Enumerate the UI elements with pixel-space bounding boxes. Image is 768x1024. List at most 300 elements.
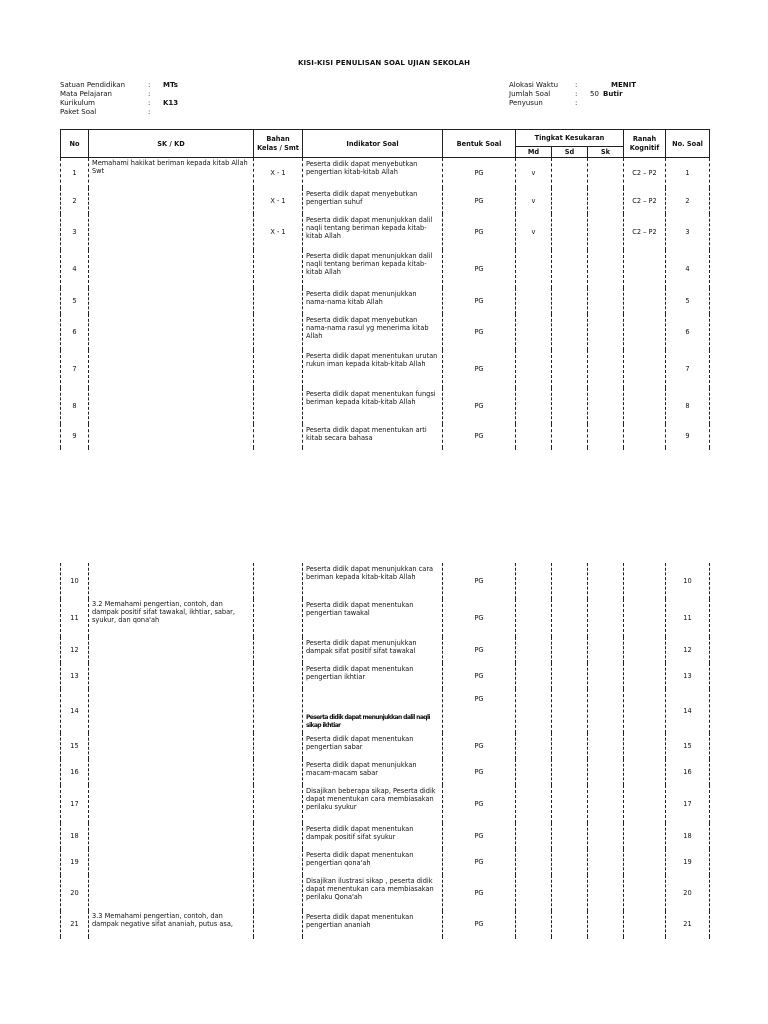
cell-ranah [624,911,666,937]
cell-md [516,823,552,849]
cell-sd [552,733,588,759]
cell-no: 13 [61,663,89,689]
cell-bahan [254,388,303,424]
table-row [61,158,710,188]
cell-sd [552,563,588,599]
cell-ranah [624,350,666,388]
cell-sk [588,158,624,188]
cell-sk [588,563,624,599]
cell-no: 14 [61,689,89,733]
continuation-cell [624,448,666,450]
cell-md [516,759,552,785]
continuation-cell [254,937,303,939]
meta-right [509,81,636,108]
cell-ranah [624,388,666,424]
meta-colon: : [148,99,151,107]
cell-sd [552,424,588,448]
cell-no: 12 [61,637,89,663]
meta-label: Kurikulum [60,99,95,107]
continuation-cell [516,937,552,939]
cell-bahan: X - 1 [254,214,303,250]
table-row [61,288,710,314]
header-md: Md [516,147,552,158]
continuation-cell [552,448,588,450]
cell-no: 9 [61,424,89,448]
continuation-cell [89,448,254,450]
cell-no: 17 [61,785,89,823]
cell-ranah [624,849,666,875]
cell-ranah [624,314,666,350]
cell-ranah [624,663,666,689]
table-row [61,637,710,663]
cell-no-soal: 5 [666,288,710,314]
meta-prefix [590,81,603,90]
cell-indikator: Peserta didik dapat menunjukkan dampak sifat positif sifat tawakal [303,637,443,663]
cell-bentuk: PG [443,158,516,188]
meta-colon: : [148,108,151,116]
meta-value: K13 [163,99,179,107]
header-bahan: Bahan Kelas / Smt [254,130,303,158]
cell-md [516,663,552,689]
meta-value: MENIT [611,81,636,89]
table-row [61,424,710,448]
cell-sd [552,663,588,689]
cell-no-soal: 3 [666,214,710,250]
continuation-cell [666,448,710,450]
cell-no: 20 [61,875,89,911]
cell-ranah [624,785,666,823]
cell-sk-kd [89,188,254,214]
cell-sk-kd [89,314,254,350]
cell-sk [588,663,624,689]
cell-sk-kd [89,350,254,388]
cell-sd [552,350,588,388]
cell-sk-kd [89,759,254,785]
cell-bentuk: PG [443,214,516,250]
cell-no: 15 [61,733,89,759]
cell-sk-kd: 3.2 Memahami pengertian, contoh, dan dampak positif sifat tawakal, ikhtiar, sabar, syukur, dan qona'ah [89,599,254,637]
meta-value: Butir [603,90,623,98]
cell-indikator: Peserta didik dapat menunjukkan cara beriman kepada kitab-kitab Allah [303,563,443,599]
meta-colon: : [148,90,151,98]
meta-label: Jumlah Soal [509,90,551,98]
cell-no-soal: 16 [666,759,710,785]
cell-no: 16 [61,759,89,785]
table-row [61,599,710,637]
table-body-page-1 [61,158,710,450]
cell-indikator: Peserta didik dapat menunjukkan dalil naqli tentang beriman kepada kitab-kitab Allah [303,214,443,250]
cell-no: 6 [61,314,89,350]
cell-bentuk: PG [443,637,516,663]
cell-ranah [624,759,666,785]
cell-no-soal: 4 [666,250,710,288]
cell-ranah [624,875,666,911]
cell-no-soal: 1 [666,158,710,188]
table-row [61,214,710,250]
cell-sk [588,875,624,911]
cell-bahan [254,689,303,733]
table-row [61,388,710,424]
cell-no: 18 [61,823,89,849]
cell-no: 2 [61,188,89,214]
cell-sk-kd [89,563,254,599]
cell-md [516,733,552,759]
cell-sd [552,188,588,214]
cell-md: v [516,158,552,188]
cell-ranah [624,288,666,314]
cell-bentuk: PG [443,911,516,937]
cell-sk [588,599,624,637]
table-row [61,759,710,785]
cell-bentuk: PG [443,188,516,214]
table-row [61,250,710,288]
cell-sk [588,314,624,350]
header-bentuk: Bentuk Soal [443,130,516,158]
cell-sk [588,424,624,448]
cell-no-soal: 17 [666,785,710,823]
cell-no-soal: 11 [666,599,710,637]
cell-indikator: Peserta didik dapat menentukan pengertian sabar [303,733,443,759]
cell-indikator: Peserta didik dapat menyebutkan pengertian kitab-kitab Allah [303,158,443,188]
cell-indikator: Peserta didik dapat menentukan pengertian ikhtiar [303,663,443,689]
cell-no-soal: 18 [666,823,710,849]
meta-prefix [590,99,603,108]
header-indikator: Indikator Soal [303,130,443,158]
continuation-cell [303,448,443,450]
cell-no: 10 [61,563,89,599]
cell-bentuk: PG [443,823,516,849]
cell-bentuk: PG [443,849,516,875]
cell-ranah [624,823,666,849]
cell-bahan [254,599,303,637]
table-row [61,663,710,689]
cell-indikator: Peserta didik dapat menunjukkan nama-nama kitab Allah [303,288,443,314]
cell-no: 19 [61,849,89,875]
cell-md [516,637,552,663]
cell-bentuk: PG [443,250,516,288]
cell-sk-kd [89,823,254,849]
cell-bentuk: PG [443,288,516,314]
cell-md: v [516,214,552,250]
cell-bahan [254,733,303,759]
cell-ranah [624,563,666,599]
document-title: KISI-KISI PENULISAN SOAL UJIAN SEKOLAH [297,59,471,67]
table-body-page-2 [61,563,710,939]
meta-row [509,99,636,108]
cell-ranah [624,733,666,759]
cell-md [516,849,552,875]
cell-md [516,689,552,733]
kisi-table-page-1 [60,129,710,450]
meta-colon: : [575,99,578,107]
cell-sk-kd [89,875,254,911]
cell-sk-kd: 3.3 Memahami pengertian, contoh, dan dampak negative sifat ananiah, putus asa, [89,911,254,937]
cell-no-soal: 15 [666,733,710,759]
meta-label: Penyusun [509,99,543,107]
cell-sd [552,288,588,314]
cell-md [516,563,552,599]
cell-bentuk: PG [443,563,516,599]
cell-no: 7 [61,350,89,388]
cell-sd [552,314,588,350]
meta-row [60,108,178,117]
table-row [61,733,710,759]
cell-sk-kd [89,849,254,875]
header-sd: Sd [552,147,588,158]
cell-bentuk: PG [443,785,516,823]
meta-row [509,90,636,99]
cell-no-soal: 20 [666,875,710,911]
cell-bahan [254,785,303,823]
header-tingkat: Tingkat Kesukaran [516,130,624,147]
continuation-cell [552,937,588,939]
cell-sk-kd [89,250,254,288]
cell-md: v [516,188,552,214]
cell-indikator: Peserta didik dapat menentukan urutan rukun iman kepada kitab-kitab Allah [303,350,443,388]
cell-indikator: Peserta didik dapat menyebutkan nama-nama rasul yg menerima kitab Allah [303,314,443,350]
cell-sk-kd [89,288,254,314]
cell-no: 3 [61,214,89,250]
meta-label: Satuan Pendidikan [60,81,126,89]
cell-no: 8 [61,388,89,424]
cell-sd [552,214,588,250]
cell-bentuk: PG [443,388,516,424]
cell-no-soal: 21 [666,911,710,937]
table-row [61,188,710,214]
cell-ranah [624,689,666,733]
cell-no-soal: 2 [666,188,710,214]
cell-no: 4 [61,250,89,288]
continuation-cell [588,937,624,939]
cell-bahan [254,250,303,288]
cell-sk [588,849,624,875]
cell-sd [552,849,588,875]
header-no: No [61,130,89,158]
cell-bahan [254,424,303,448]
cell-md [516,250,552,288]
cell-bentuk: PG [443,759,516,785]
cell-sk [588,288,624,314]
cell-sd [552,911,588,937]
cell-no-soal: 13 [666,663,710,689]
continuation-cell [624,937,666,939]
cell-sd [552,250,588,288]
cell-bahan [254,637,303,663]
cell-md [516,388,552,424]
cell-bentuk: PG [443,689,516,733]
meta-label: Mata Pelajaran [60,90,112,98]
cell-sk [588,785,624,823]
cell-sk-kd [89,214,254,250]
table-row [61,875,710,911]
cell-bahan [254,288,303,314]
cell-sk [588,214,624,250]
cell-bentuk: PG [443,424,516,448]
continuation-cell [516,448,552,450]
cell-sd [552,785,588,823]
cell-bahan [254,759,303,785]
cell-indikator: Peserta didik dapat menentukan pengertian tawakal [303,599,443,637]
cell-sk [588,911,624,937]
cell-bentuk: PG [443,875,516,911]
cell-ranah: C2 – P2 [624,214,666,250]
cell-sd [552,823,588,849]
cell-bahan [254,911,303,937]
meta-prefix: 50 [590,90,599,98]
table-row [61,314,710,350]
cell-ranah: C2 – P2 [624,158,666,188]
continuation-cell [89,937,254,939]
cell-bahan [254,875,303,911]
cell-sk [588,250,624,288]
cell-no-soal: 8 [666,388,710,424]
meta-label: Alokasi Waktu [509,81,559,89]
cell-no-soal: 7 [666,350,710,388]
cell-no: 5 [61,288,89,314]
cell-indikator: Disajikan ilustrasi sikap , peserta didik dapat menentukan cara membiasakan perilaku Qona'ah [303,875,443,911]
continuation-cell [443,448,516,450]
cell-bentuk: PG [443,350,516,388]
cell-bahan [254,350,303,388]
cell-md [516,875,552,911]
cell-bentuk: PG [443,733,516,759]
cell-indikator: Disajikan beberapa sikap, Peserta didik dapat menentukan cara membiasakan perilaku syukur [303,785,443,823]
cell-md [516,911,552,937]
table-continuation [61,937,710,939]
cell-bahan [254,823,303,849]
cell-no-soal: 6 [666,314,710,350]
cell-sk [588,823,624,849]
cell-sd [552,158,588,188]
continuation-cell [61,448,89,450]
meta-row [60,81,178,90]
cell-sk [588,637,624,663]
cell-indikator: Peserta didik dapat menunjukkan dalil naqli sikap ikhtiar [303,689,443,733]
table-row [61,823,710,849]
cell-md [516,288,552,314]
cell-no-soal: 10 [666,563,710,599]
cell-indikator: Peserta didik dapat menyebutkan pengertian suhuf [303,188,443,214]
continuation-cell [303,937,443,939]
kisi-table-page-2 [60,563,710,939]
cell-indikator: Peserta didik dapat menentukan dampak positif sifat syukur [303,823,443,849]
continuation-cell [61,937,89,939]
cell-ranah [624,637,666,663]
cell-sk-kd: Memahami hakikat beriman kepada kitab Allah Swt [89,158,254,188]
cell-sk-kd [89,637,254,663]
cell-sd [552,689,588,733]
continuation-cell [588,448,624,450]
table-continuation [61,448,710,450]
meta-value: MTs [163,81,178,89]
table-row [61,785,710,823]
meta-colon: : [575,81,578,89]
cell-sd [552,759,588,785]
cell-indikator: Peserta didik dapat menunjukkan dalil naqli tentang beriman kepada kitab-kitab Allah [303,250,443,288]
cell-sd [552,599,588,637]
cell-sk-kd [89,733,254,759]
cell-indikator: Peserta didik dapat menentukan arti kitab secara bahasa [303,424,443,448]
cell-sk [588,689,624,733]
continuation-cell [443,937,516,939]
cell-sk [588,388,624,424]
cell-sk [588,188,624,214]
cell-no: 1 [61,158,89,188]
cell-sd [552,637,588,663]
cell-sk [588,759,624,785]
cell-bentuk: PG [443,663,516,689]
cell-md [516,599,552,637]
cell-no-soal: 12 [666,637,710,663]
cell-md [516,350,552,388]
cell-indikator: Peserta didik dapat menentukan pengertian ananiah [303,911,443,937]
meta-colon: : [575,90,578,98]
cell-ranah [624,250,666,288]
cell-bahan [254,314,303,350]
cell-indikator: Peserta didik dapat menunjukkan macam-macam sabar [303,759,443,785]
table-row [61,563,710,599]
cell-sk-kd [89,689,254,733]
header-sk: Sk [588,147,624,158]
meta-label: Paket Soal [60,108,97,116]
cell-md [516,314,552,350]
cell-bentuk: PG [443,599,516,637]
cell-bahan [254,663,303,689]
cell-no: 11 [61,599,89,637]
cell-no-soal: 19 [666,849,710,875]
table-row [61,911,710,937]
header-sk-kd: SK / KD [89,130,254,158]
cell-bahan [254,849,303,875]
meta-row [60,99,178,108]
cell-sk-kd [89,663,254,689]
cell-indikator: Peserta didik dapat menentukan fungsi beriman kepada kitab-kitab Allah [303,388,443,424]
cell-bentuk: PG [443,314,516,350]
meta-row [60,90,178,99]
header-no-soal: No. Soal [666,130,710,158]
cell-ranah: C2 – P2 [624,188,666,214]
cell-ranah [624,424,666,448]
meta-colon: : [148,81,151,89]
cell-bahan [254,563,303,599]
cell-sd [552,388,588,424]
cell-sd [552,875,588,911]
cell-sk [588,350,624,388]
cell-sk-kd [89,388,254,424]
cell-no-soal: 14 [666,689,710,733]
cell-sk-kd [89,424,254,448]
cell-no: 21 [61,911,89,937]
cell-bahan: X - 1 [254,158,303,188]
header-ranah: Ranah Kognitif [624,130,666,158]
table-row [61,849,710,875]
cell-sk [588,733,624,759]
cell-sk-kd [89,785,254,823]
cell-bahan: X - 1 [254,188,303,214]
table-header [61,130,710,158]
cell-no-soal: 9 [666,424,710,448]
cell-indikator: Peserta didik dapat menentukan pengertian qona'ah [303,849,443,875]
table-row [61,350,710,388]
cell-md [516,785,552,823]
continuation-cell [666,937,710,939]
meta-row [509,81,636,90]
table-row [61,689,710,733]
cell-ranah [624,599,666,637]
meta-left [60,81,178,117]
continuation-cell [254,448,303,450]
cell-md [516,424,552,448]
